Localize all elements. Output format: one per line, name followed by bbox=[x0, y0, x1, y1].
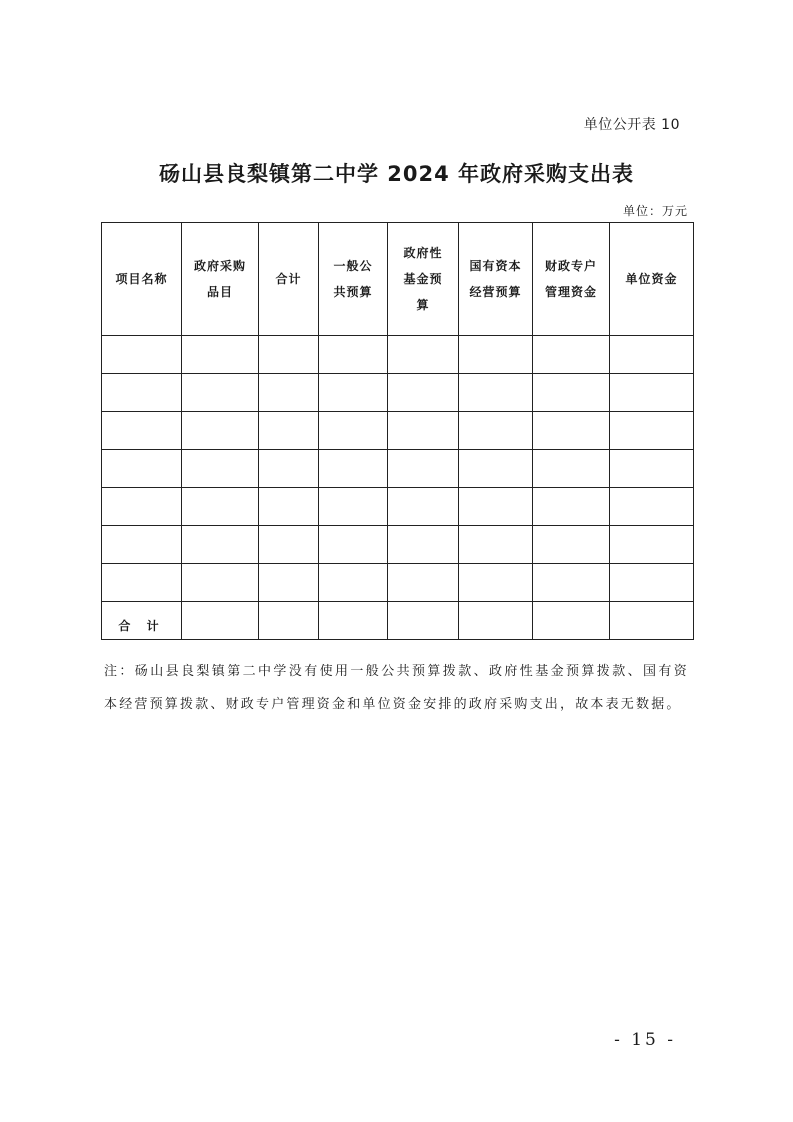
table-cell bbox=[259, 450, 319, 488]
table-cell bbox=[102, 526, 182, 564]
total-row-label: 合 计 bbox=[102, 602, 182, 640]
table-cell bbox=[259, 602, 319, 640]
table-cell bbox=[319, 412, 388, 450]
table-cell bbox=[182, 564, 259, 602]
table-cell bbox=[319, 526, 388, 564]
table-cell bbox=[459, 602, 533, 640]
table-cell bbox=[319, 336, 388, 374]
table-cell bbox=[182, 526, 259, 564]
form-label: 单位公开表 10 bbox=[583, 117, 680, 133]
table-cell bbox=[102, 412, 182, 450]
page-title: 砀山县良梨镇第二中学 2024 年政府采购支出表 bbox=[158, 162, 635, 186]
table-row bbox=[102, 488, 694, 526]
table-cell bbox=[388, 336, 459, 374]
table-cell bbox=[459, 336, 533, 374]
table-cell bbox=[533, 602, 610, 640]
page-number: - 15 - bbox=[614, 1030, 676, 1050]
table-cell bbox=[319, 564, 388, 602]
table-cell bbox=[610, 526, 694, 564]
table-cell bbox=[388, 412, 459, 450]
table-cell bbox=[319, 602, 388, 640]
table-cell bbox=[259, 374, 319, 412]
column-header-unit-fund: 单位资金 bbox=[610, 223, 694, 336]
column-header-general-budget: 一般公 共预算 bbox=[319, 223, 388, 336]
table-cell bbox=[388, 450, 459, 488]
table-cell bbox=[610, 602, 694, 640]
table-cell bbox=[459, 450, 533, 488]
column-header-total: 合计 bbox=[259, 223, 319, 336]
table-cell bbox=[102, 374, 182, 412]
table-cell bbox=[610, 336, 694, 374]
column-header-state-capital-budget: 国有资本 经营预算 bbox=[459, 223, 533, 336]
table-cell bbox=[182, 336, 259, 374]
table-cell bbox=[533, 412, 610, 450]
table-row bbox=[102, 412, 694, 450]
table-cell bbox=[319, 374, 388, 412]
table-cell bbox=[459, 488, 533, 526]
table-cell bbox=[533, 450, 610, 488]
table-cell bbox=[610, 374, 694, 412]
table-cell bbox=[533, 564, 610, 602]
table-cell bbox=[182, 488, 259, 526]
table-cell bbox=[259, 526, 319, 564]
table-cell bbox=[533, 336, 610, 374]
table-row bbox=[102, 564, 694, 602]
table-cell bbox=[259, 488, 319, 526]
table-row bbox=[102, 450, 694, 488]
table-cell bbox=[182, 412, 259, 450]
table-cell bbox=[259, 412, 319, 450]
unit-label: 单位：万元 bbox=[622, 204, 688, 218]
table-cell bbox=[459, 564, 533, 602]
table-cell bbox=[459, 526, 533, 564]
table-cell bbox=[388, 564, 459, 602]
table-cell bbox=[610, 412, 694, 450]
table-cell bbox=[182, 602, 259, 640]
table-cell bbox=[459, 412, 533, 450]
column-header-procurement-item: 政府采购 品目 bbox=[182, 223, 259, 336]
table-cell bbox=[102, 564, 182, 602]
table-cell bbox=[610, 488, 694, 526]
table-cell bbox=[259, 564, 319, 602]
table-cell bbox=[388, 488, 459, 526]
table-cell bbox=[388, 526, 459, 564]
table-cell bbox=[259, 336, 319, 374]
table-cell bbox=[610, 450, 694, 488]
table-cell bbox=[459, 374, 533, 412]
table-row bbox=[102, 336, 694, 374]
table-cell bbox=[319, 488, 388, 526]
column-header-fund-budget: 政府性 基金预 算 bbox=[388, 223, 459, 336]
table-cell bbox=[610, 564, 694, 602]
table-cell bbox=[319, 450, 388, 488]
table-cell bbox=[182, 374, 259, 412]
table-row bbox=[102, 526, 694, 564]
table-cell bbox=[102, 336, 182, 374]
table-cell bbox=[533, 488, 610, 526]
table-cell bbox=[533, 374, 610, 412]
table-cell bbox=[388, 602, 459, 640]
table-cell bbox=[388, 374, 459, 412]
total-row bbox=[102, 602, 694, 640]
table-cell bbox=[533, 526, 610, 564]
table-cell bbox=[102, 450, 182, 488]
table-cell bbox=[182, 450, 259, 488]
column-header-project-name: 项目名称 bbox=[102, 223, 182, 336]
table-cell bbox=[102, 488, 182, 526]
footnote: 注：砀山县良梨镇第二中学没有使用一般公共预算拨款、政府性基金预算拨款、国有资本经营预算拨款、财政专户管理资金和单位资金安排的政府采购支出，故本表无数据。 bbox=[104, 664, 689, 712]
column-header-special-fund: 财政专户 管理资金 bbox=[533, 223, 610, 336]
table-row bbox=[102, 374, 694, 412]
table-header-row bbox=[102, 223, 694, 336]
procurement-table bbox=[101, 222, 694, 640]
